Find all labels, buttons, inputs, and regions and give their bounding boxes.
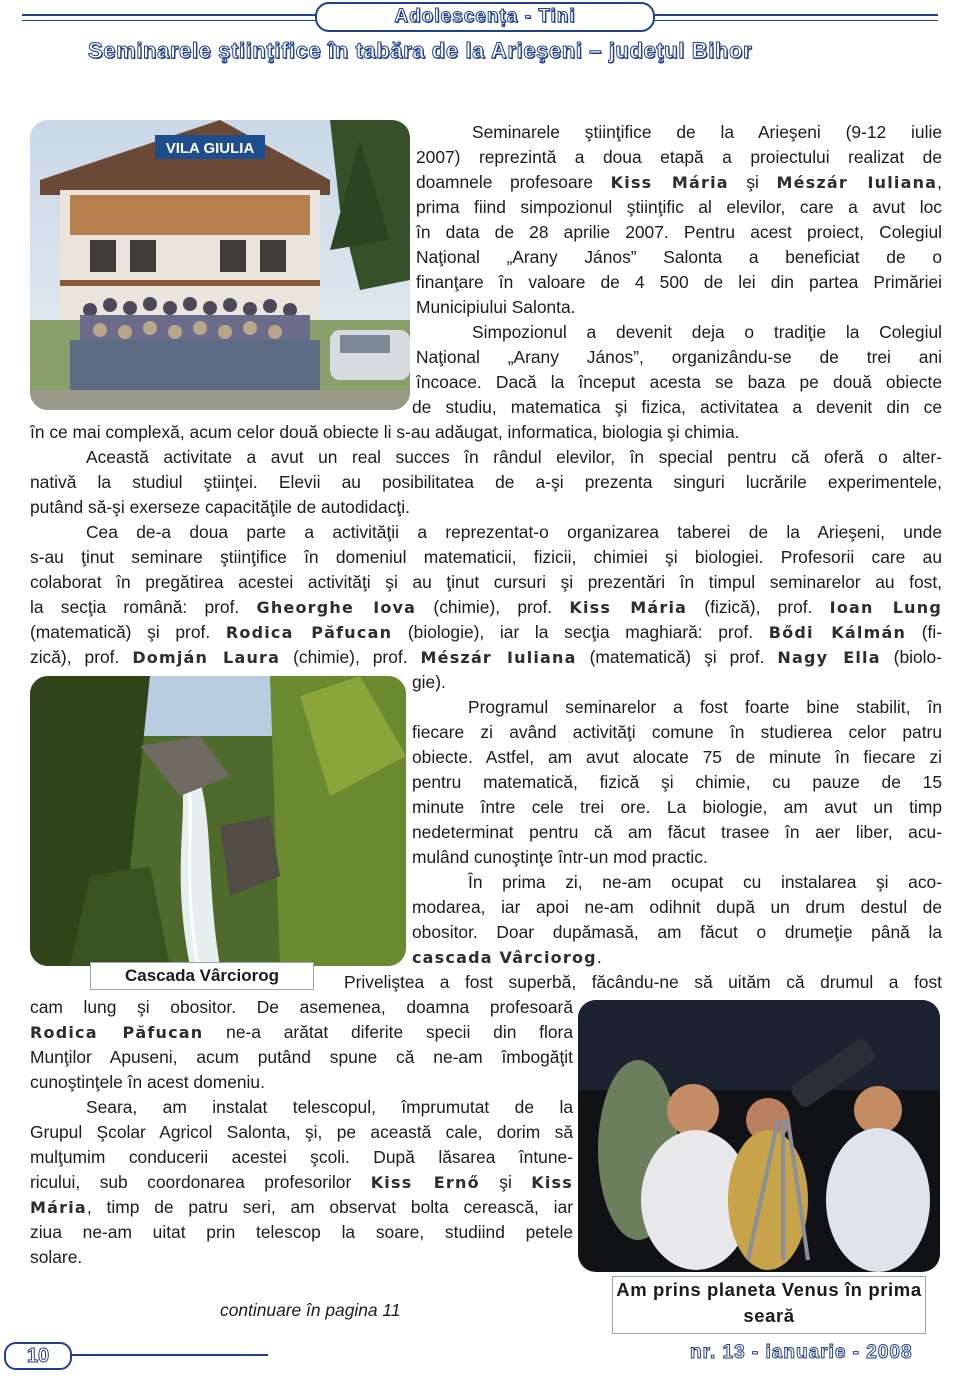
telescope-photo bbox=[578, 1000, 940, 1272]
waterfall-photo bbox=[30, 676, 406, 966]
text-line: Programul seminarelor a fost foarte bine stabilit, în bbox=[468, 697, 942, 717]
villa-sign-text: VILA GIULIA bbox=[165, 140, 255, 157]
text-line: modarea, iar apoi ne-am odihnit după un drum destul de bbox=[412, 897, 942, 917]
continuation-note: continuare în pagina 11 bbox=[220, 1300, 401, 1320]
footer-rule-gap bbox=[244, 1354, 690, 1356]
text-line: Simpozionul a devenit deja o tradiţie la Colegiul bbox=[472, 322, 942, 342]
text-line: minute între cele trei ore. La biologie, am avut un timp bbox=[412, 797, 942, 817]
text-line: mulţumim conducerii acestei şcoli. După lăsarea întune- bbox=[30, 1147, 573, 1167]
paragraph-program bbox=[412, 695, 942, 870]
paragraph-simpozion bbox=[412, 320, 942, 420]
footer-rule-left bbox=[66, 1354, 268, 1356]
text-line: prima fiind simpozionul ştiinţific al elevilor, care a avut loc bbox=[416, 197, 942, 217]
text-line: putând să-şi exerseze capacităţile de autodidacţi. bbox=[30, 497, 410, 517]
paragraph-privelistea-first bbox=[344, 970, 942, 995]
text-line: În prima zi, ne-am ocupat cu instalarea şi aco- bbox=[468, 872, 942, 892]
text-line: obositor. Doar dupămasă, am făcut o drumeţie până la bbox=[412, 922, 942, 942]
text-line: finanţare în valoare de 4 500 de lei din partea Primăriei bbox=[416, 272, 942, 292]
text-line: Seminarele ştiinţifice de la Arieşeni (9-12 iulie bbox=[472, 122, 942, 142]
text-line: mulând cunoştinţe într-un mod practic. bbox=[412, 847, 708, 867]
page-number: 10 bbox=[4, 1342, 72, 1370]
text-line: solare. bbox=[30, 1247, 83, 1267]
text-line: cam lung şi obositor. De asemenea, doamna profesoară bbox=[30, 997, 573, 1017]
group-photo bbox=[30, 120, 410, 410]
text-line: zică), prof. Domján Laura (chimie), prof. Mészár Iuliana (matematică) şi prof. Nagy Ella (biolo- bbox=[30, 647, 943, 667]
paragraph-succes bbox=[30, 445, 942, 520]
text-line: fiecare zi având activităţi comune în studierea celor patru bbox=[412, 722, 942, 742]
text-line: Grupul Şcolar Agricol Salonta, şi, pe această cale, dorim să bbox=[30, 1122, 573, 1142]
issue-label: nr. 13 - ianuarie - 2008 bbox=[690, 1342, 913, 1363]
text-line: încoace. Dacă la început acesta se baza pe două obiecte bbox=[416, 372, 942, 392]
paragraph-privelistea bbox=[30, 995, 573, 1095]
text-line: cunoştinţele în acest domeniu. bbox=[30, 1072, 265, 1092]
paragraph-tabara bbox=[30, 520, 942, 670]
text-line: în ce mai complexă, acum celor două obiecte li s-au adăugat, informatica, biologia şi chimia. bbox=[30, 422, 740, 442]
text-line: colaborat în pregătirea acestei activităţi şi au ţinut cursuri şi prezentări în timpul seminarelor au fost, bbox=[30, 572, 942, 592]
article-title: Seminarele ştiinţifice în tabăra de la Arieşeni – judeţul Bihor bbox=[88, 38, 753, 63]
section-label: Adolescența - Tini bbox=[315, 2, 655, 32]
text-line: de studiu, matematica şi fizica, activitatea a devenit din ce bbox=[412, 397, 942, 417]
text-line: Seara, am instalat telescopul, împrumutat de la bbox=[86, 1097, 573, 1117]
text-line: ziua ne-am uitat prin telescop la soare, studiind petele bbox=[30, 1222, 573, 1242]
telescope-caption: Am prins planeta Venus în prima seară bbox=[612, 1276, 926, 1334]
paragraph-intro bbox=[416, 120, 942, 320]
waterfall-caption: Cascada Vârciorog bbox=[90, 962, 314, 990]
text-line: (matematică) şi prof. Rodica Păfucan (biologie), iar la secţia maghiară: prof. Bődi Kálmán (fi- bbox=[30, 622, 943, 642]
text-line: Munţilor Apuseni, acum putând spune că ne-am îmbogăţit bbox=[30, 1047, 573, 1067]
paragraph-simpozion-end bbox=[30, 420, 942, 445]
text-line: Municipiului Salonta. bbox=[416, 297, 576, 317]
text-line: s-au ţinut seminare ştiinţifice în domeniul matematicii, fizicii, chimiei şi biologiei. Profesorii care au bbox=[30, 547, 942, 567]
text-line: nativă la studiul ştiinţei. Elevii au posibilitatea de a-şi prezenta singuri lucrările experimentele, bbox=[30, 472, 942, 492]
text-line: Cea de-a doua parte a activităţii a reprezentat-o organizarea taberei de la Arieşeni, unde bbox=[86, 522, 942, 542]
text-line: Această activitate a avut un real succes în rândul elevilor, în special pentru că oferă o alter- bbox=[86, 447, 942, 467]
text-line: ricului, sub coordonarea profesorilor Kiss Ernő şi Kiss bbox=[30, 1172, 573, 1192]
text-line: Rodica Păfucan ne-a arătat diferite specii din flora bbox=[30, 1022, 573, 1042]
text-line: Priveliştea a fost superbă, făcându-ne să uităm că drumul a fost bbox=[344, 972, 942, 992]
paragraph-telescop bbox=[30, 1095, 573, 1270]
text-line: doamnele profesoare Kiss Mária şi Mészár Iuliana, bbox=[416, 172, 943, 192]
text-line: obiecte. Astfel, am avut alocate 75 de minute în fiecare zi bbox=[412, 747, 942, 767]
paragraph-tabara-end: gie). bbox=[412, 672, 446, 692]
text-line: la secţia română: prof. Gheorghe Iova (chimie), prof. Kiss Mária (fizică), prof. Ioan Lung bbox=[30, 597, 943, 617]
text-line: Mária, timp de patru seri, am observat bolta cerească, iar bbox=[30, 1197, 573, 1217]
text-line: Naţional „Arany János”, organizându-se de trei ani bbox=[416, 347, 942, 367]
paragraph-prima-zi bbox=[412, 870, 942, 970]
text-line: 2007) reprezintă a doua etapă a proiectului realizat de bbox=[416, 147, 942, 167]
text-line: Naţional „Arany János” Salonta a beneficiat de o bbox=[416, 247, 942, 267]
text-line: pentru matematică, fizică şi chimie, cu pauze de 15 bbox=[412, 772, 942, 792]
text-line: în data de 28 aprilie 2007. Pentru acest proiect, Colegiul bbox=[416, 222, 942, 242]
text-line: cascada Vârciorog. bbox=[412, 947, 602, 967]
text-line: nedeterminat pentru că am făcut trasee în aer liber, acu- bbox=[412, 822, 942, 842]
